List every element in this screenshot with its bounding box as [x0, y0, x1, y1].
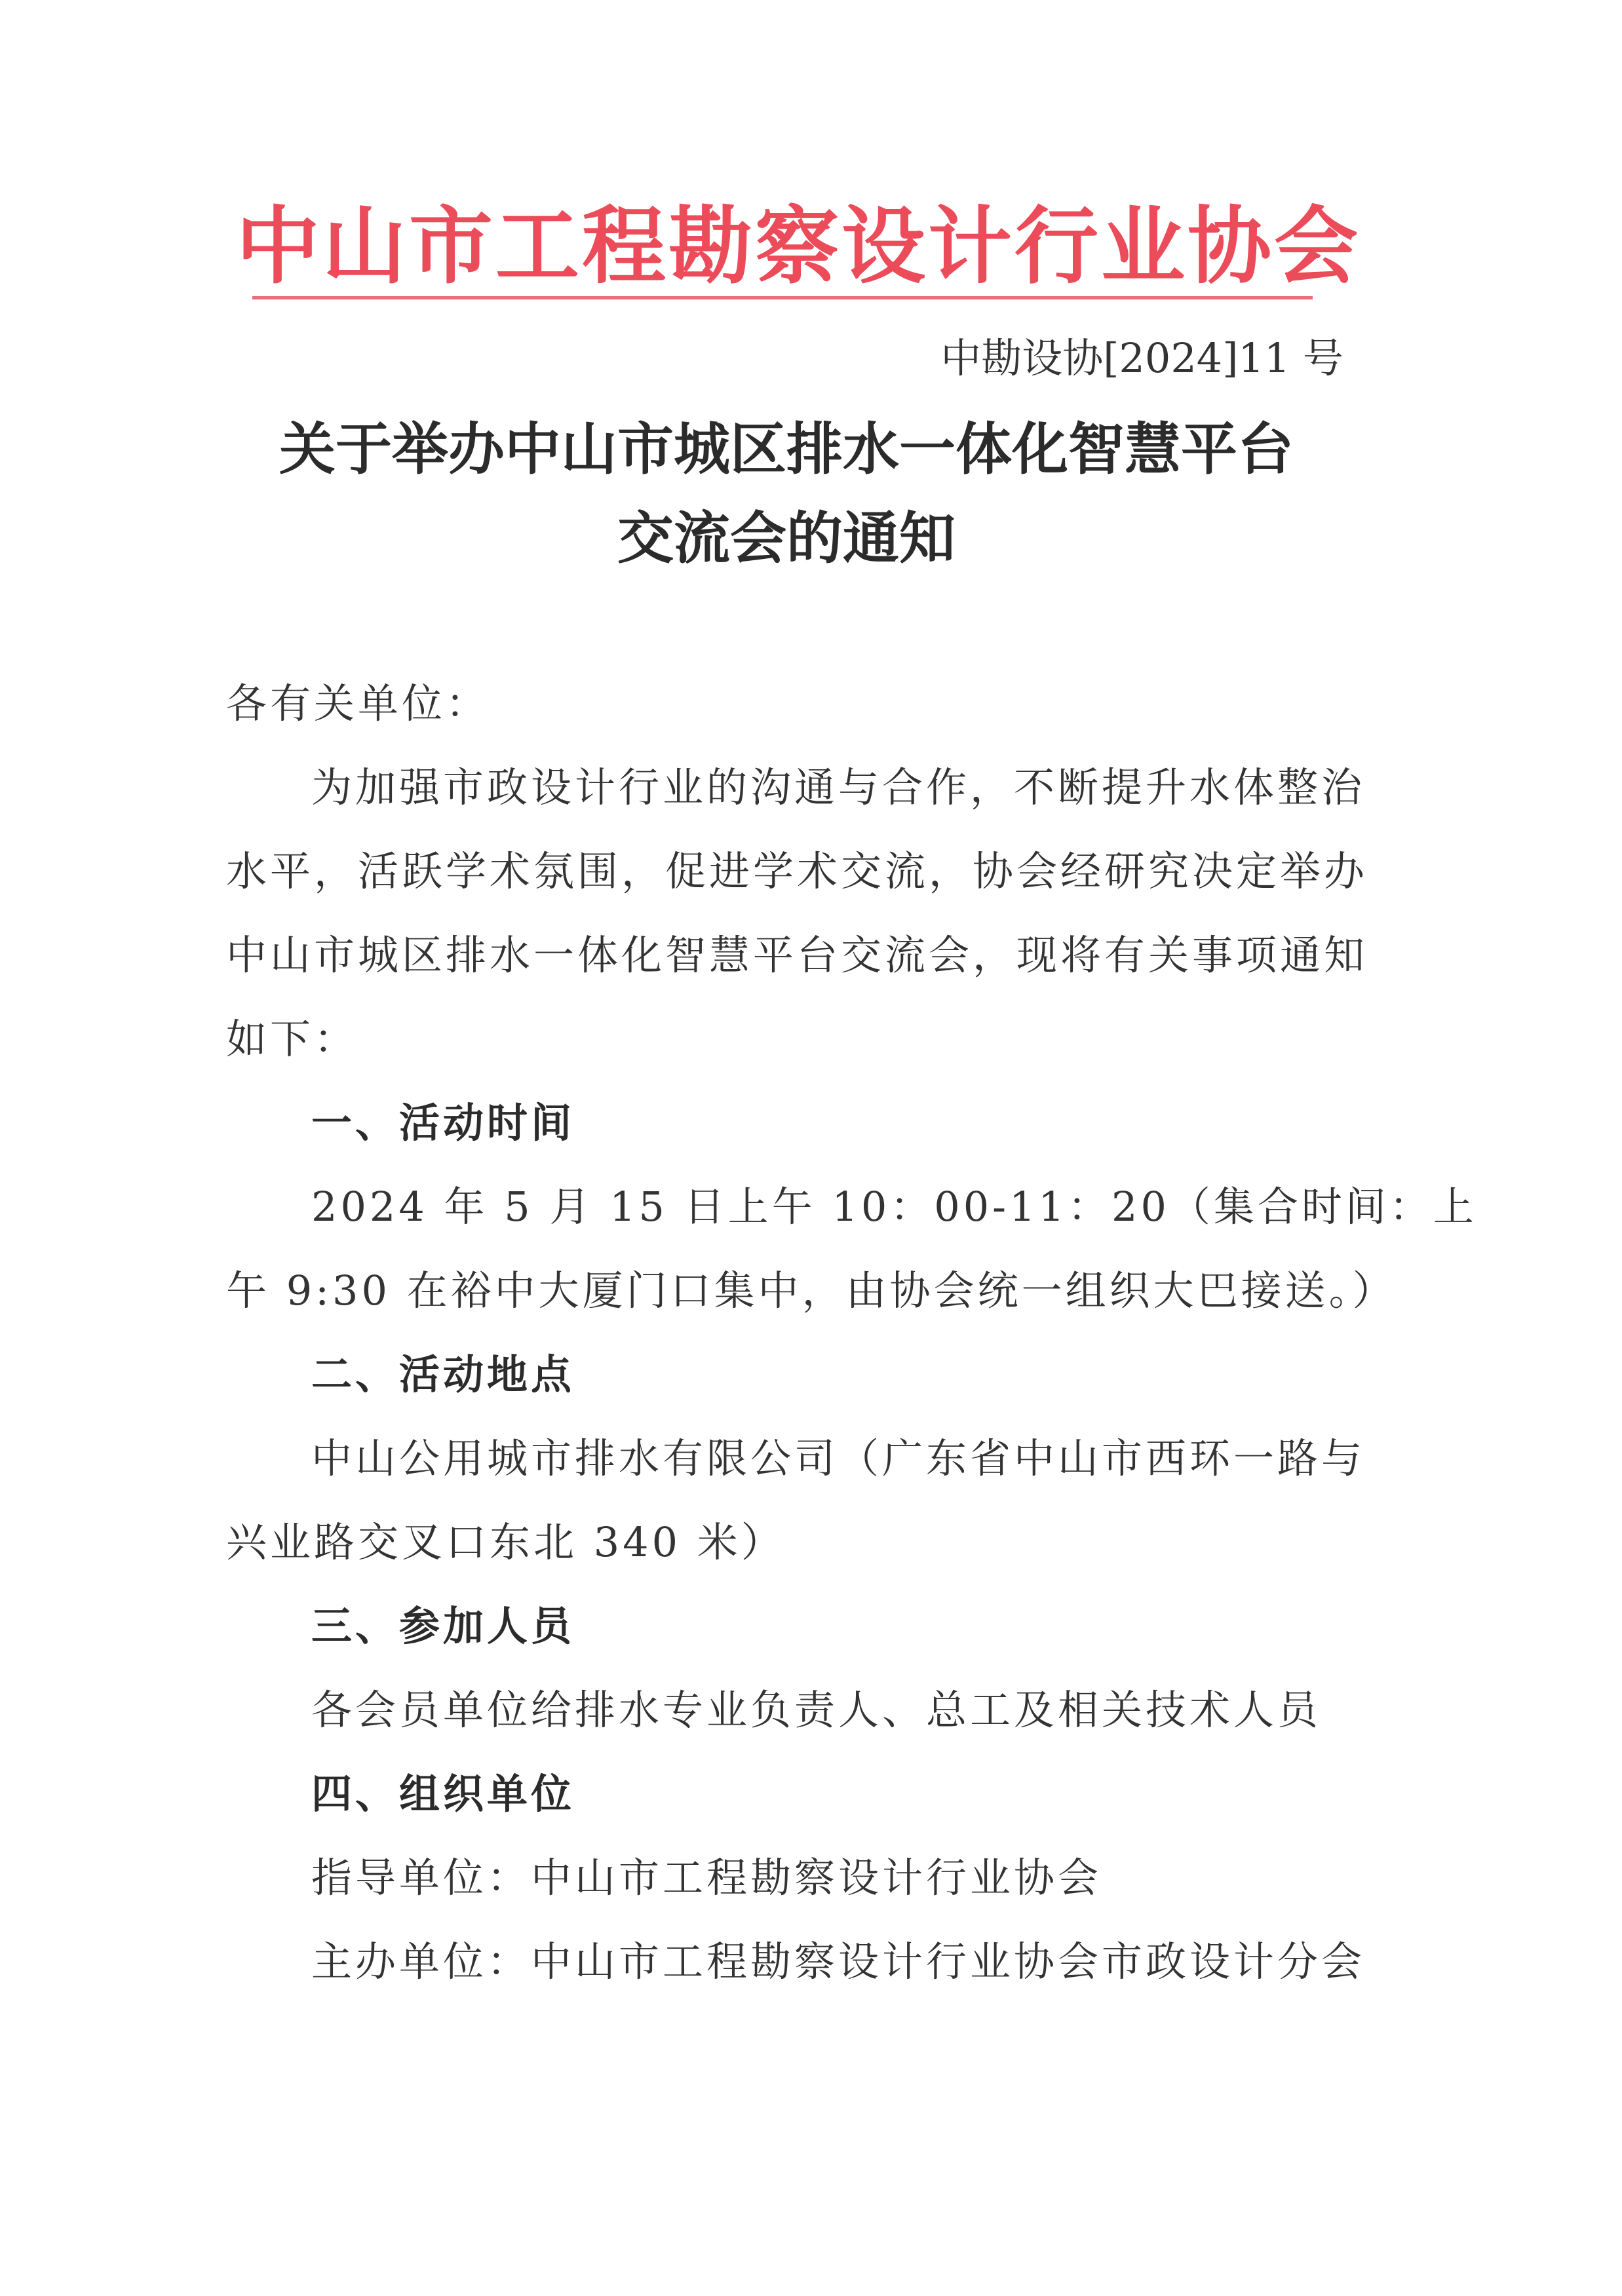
participants-line-1: 各会员单位给排水专业负责人、总工及相关技术人员	[311, 1686, 1322, 1734]
section-heading-time: 一、活动时间	[311, 1099, 575, 1147]
document-title	[216, 405, 1357, 583]
intro-line-4: 如下：	[226, 1015, 358, 1063]
location-line-1: 中山公用城市排水有限公司（广东省中山市西环一路与	[311, 1434, 1366, 1482]
title-line-2: 交流会的通知	[617, 506, 956, 571]
intro-line-3: 中山市城区排水一体化智慧平台交流会，现将有关事项通知	[226, 931, 1368, 979]
organization-header: 中山市工程勘察设计行业协会	[236, 198, 1361, 296]
document-number: 中勘设协[2024]11 号	[940, 334, 1343, 382]
section-heading-participants: 三、参加人员	[311, 1602, 575, 1650]
intro-line-2: 水平，活跃学术氛围，促进学术交流，协会经研究决定举办	[226, 847, 1368, 895]
header-divider	[252, 296, 1313, 299]
time-line-2: 午 9:30 在裕中大厦门口集中，由协会统一组织大巴接送。）	[226, 1267, 1397, 1314]
time-line-1: 2024 年 5 月 15 日上午 10：00-11：20（集合时间：上	[311, 1183, 1477, 1231]
section-heading-organizers: 四、组织单位	[311, 1770, 575, 1818]
document-body	[226, 662, 1477, 2004]
title-line-1: 关于举办中山市城区排水一体化智慧平台	[279, 417, 1294, 482]
organizer-guide-line: 指导单位：中山市工程勘察设计行业协会	[311, 1854, 1102, 1902]
intro-line-1: 为加强市政设计行业的沟通与合作，不断提升水体整治	[311, 763, 1366, 811]
location-line-2: 兴业路交叉口东北 340 米）	[226, 1518, 785, 1566]
section-heading-location: 二、活动地点	[311, 1350, 575, 1398]
salutation: 各有关单位：	[226, 679, 490, 727]
organizer-host-line: 主办单位：中山市工程勘察设计行业协会市政设计分会	[311, 1938, 1366, 1985]
